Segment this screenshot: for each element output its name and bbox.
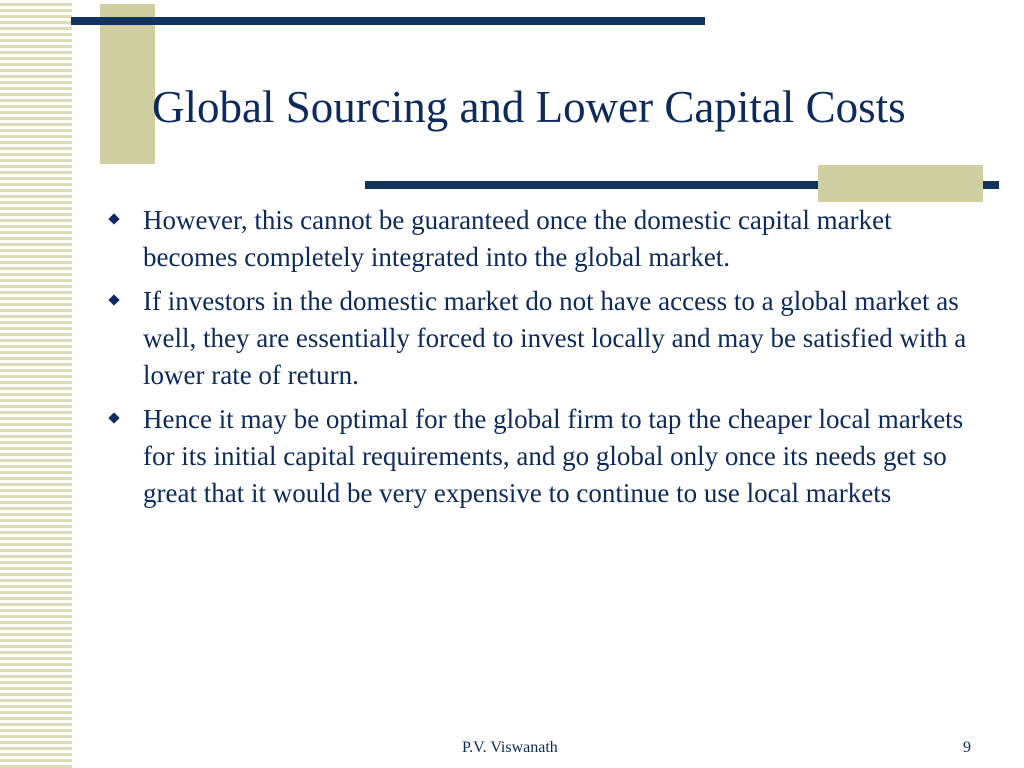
bullet-item <box>108 283 988 394</box>
bullet-item <box>108 401 988 512</box>
page-number: 9 <box>963 739 971 756</box>
diamond-bullet-icon <box>108 412 119 423</box>
diamond-bullet-icon <box>108 213 119 224</box>
diamond-bullet-icon <box>108 294 119 305</box>
bullet-item <box>108 202 988 276</box>
title-accent-block <box>100 4 155 164</box>
bullet-list <box>108 202 988 519</box>
bullet-text: If investors in the domestic market do not have access to a global market as well, they are essentially forced to invest locally and may be satisfied with a lower rate of return. <box>143 286 967 390</box>
bullet-text: Hence it may be optimal for the global firm to tap the cheaper local markets for its initial capital requirements, and go global only once its needs get so great that it would be very expensive to continue to use local markets <box>143 404 964 508</box>
bullet-text: However, this cannot be guaranteed once the domestic capital market becomes completely integrated into the global market. <box>143 205 892 272</box>
left-stripe-decoration <box>0 0 72 768</box>
rule-accent-block <box>818 165 983 202</box>
top-rule-line <box>71 17 705 25</box>
slide-title: Global Sourcing and Lower Capital Costs <box>152 82 906 132</box>
footer-author: P.V. Viswanath <box>462 739 558 756</box>
